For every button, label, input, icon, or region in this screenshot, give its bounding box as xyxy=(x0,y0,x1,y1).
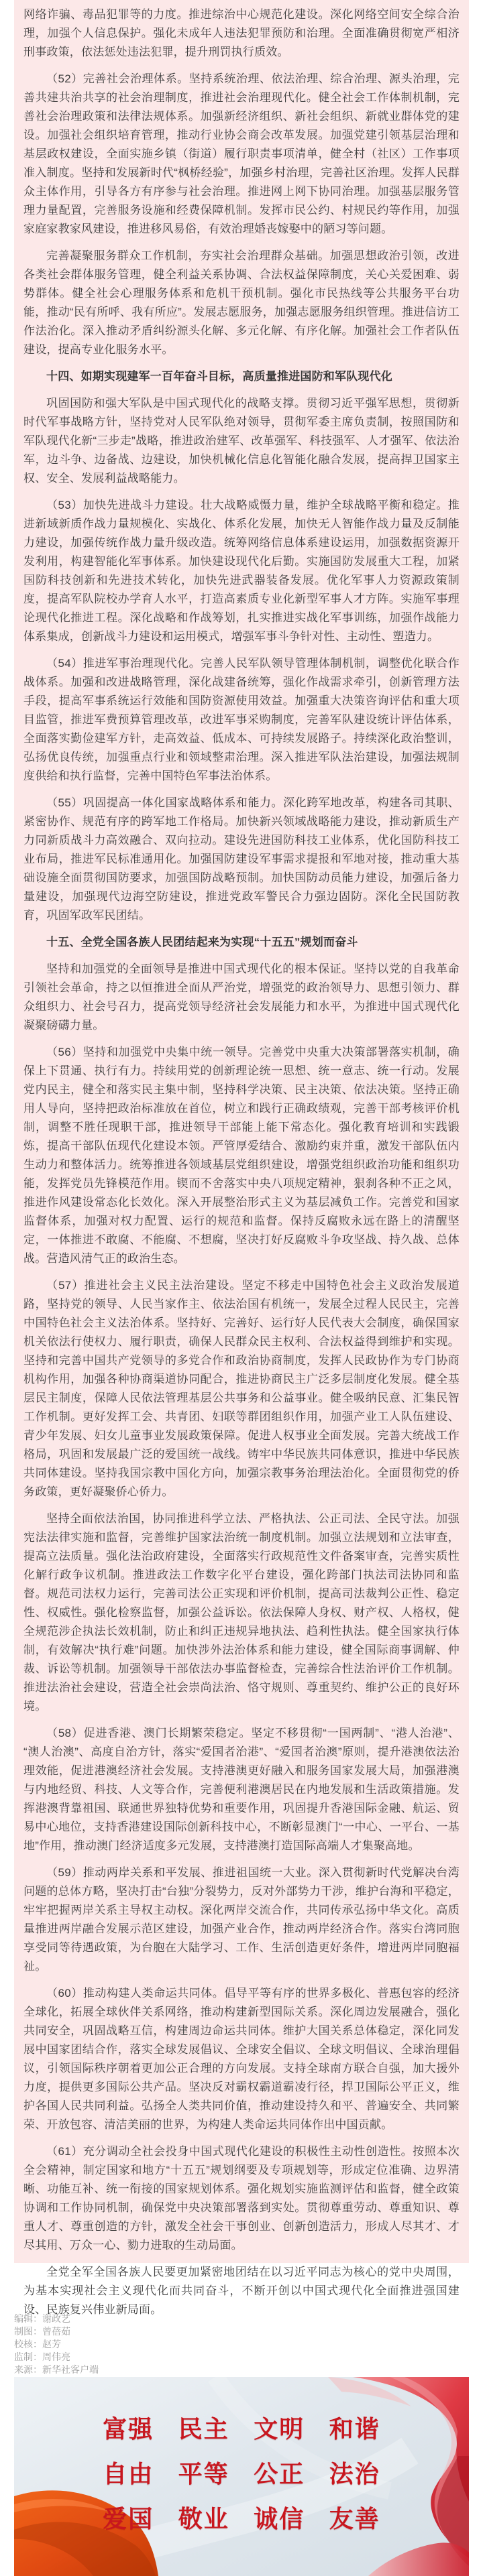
article-paragraph-57: （57）推进社会主义民主法治建设。坚定不移走中国特色社会主义政治发展道路，坚持党的领导、人民当家作主、依法治国有机统一，发展全过程人民民主，完善中国特色社会主义法治体系。坚持好、完善好、运行好人民代表大会制度，确保国家机关依法行使权力、履行职责，确保人民群众民主权利、合法权益得到维护和实现。坚持和完善中国共产党领导的多党合作和政治协商制度，发挥人民政协作为专门协商机构作用，加强各种协商渠道协同配合，推进协商民主广泛多层制度化发展。健全基层民主制度，保障人民依法管理基层公共事务和公益事业。健全吸纳民意、汇集民智工作机制。更好发挥工会、共青团、妇联等群团组织作用，加强产业工人队伍建设、青少年发展、妇女儿童事业发展政策保障。促进人权事业全面发展。完善大统战工作格局，巩固和发展最广泛的爱国统一战线。铸牢中华民族共同体意识，推进中华民族共同体建设。坚持我国宗教中国化方向，加强宗教事务治理法治化。全面贯彻党的侨务政策，更好凝聚侨心侨力。 xyxy=(23,1279,460,1498)
core-values-text xyxy=(14,2377,469,2576)
article-paragraph: 坚持和加强党的全面领导是推进中国式现代化的根本保证。坚持以党的自我革命引领社会革命，持之以恒推进全面从严治党，增强党的政治领导力、思想引领力、群众组织力、社会号召力，提高党领导经济社会发展能力和水平，为推进中国式现代化凝聚磅礴力量。 xyxy=(23,963,460,1032)
credit-line-proofread: 校核：赵芳 xyxy=(14,2339,61,2349)
article-paragraph-52: （52）完善社会治理体系。坚持系统治理、依法治理、综合治理、源头治理，完善共建共治共享的社会治理制度，推进社会治理现代化。健全社会工作体制机制，完善社会治理政策和法律法规体系。加强新经济组织、新社会组织、新就业群体党的建设。加强社会组织培育管理，推动行业协会商会改革发展。加强党建引领基层治理和基层政权建设，全面实施乡镇（街道）履行职责事项清单，健全村（社区）工作事项准入制度。坚持和发展新时代“枫桥经验”，加强乡村治理，完善社区治理。发挥人民群众主体作用，引导各方有序参与社会治理。推进网上网下协同治理。加强基层服务管理力量配置，完善服务设施和经费保障机制。发挥市民公约、村规民约等作用，加强家庭家教家风建设，推进移风易俗，有效治理婚丧嫁娶中的陋习等问题。 xyxy=(23,72,460,235)
credit-line-editor: 编辑：谢政艺 xyxy=(14,2313,70,2324)
core-values-banner xyxy=(14,2377,469,2576)
article-paragraph-60: （60）推动构建人类命运共同体。倡导平等有序的世界多极化、普惠包容的经济全球化，拓展全球伙伴关系网络，推动构建新型国际关系。深化周边发展融合，强化共同安全，巩固战略互信，构建周边命运共同体。维护大国关系总体稳定，深化同发展中国家团结合作，落实全球发展倡议、全球安全倡议、全球文明倡议、全球治理倡议，引领国际秩序朝着更加公正合理的方向发展。支持全球南方联合自强，加大援外力度，提供更多国际公共产品。坚决反对霸权霸道霸凌行径，捍卫国际公平正义，维护各国人民共同利益。弘扬全人类共同价值，推动建设持久和平、普遍安全、共同繁荣、开放包容、清洁美丽的世界，为构建人类命运共同体作出中国贡献。 xyxy=(23,1987,460,2131)
credit-line-supervisor: 监制：周伟亮 xyxy=(14,2351,70,2362)
credit-line-source: 来源：新华社客户端 xyxy=(14,2364,99,2375)
article-paragraph: 坚持全面依法治国，协同推进科学立法、严格执法、公正司法、全民守法。加强宪法法律实施和监督，完善维护国家法治统一制度机制。加强立法规划和立法审查，提高立法质量。强化法治政府建设，全面落实行政规范性文件备案审查，完善实质性化解行政争议机制。推进政法工作数字化平台建设，强化跨部门执法司法协同和监督。规范司法权力运行，完善司法公正实现和评价机制，提高司法裁判公正性、稳定性、权威性。强化检察监督，加强公益诉讼。依法保障人身权、财产权、人格权，健全规范涉企执法长效机制，防止和纠正违规异地执法、趋利性执法。健全国家执行体制，有效解决“执行难”问题。加快涉外法治体系和能力建设，健全国际商事调解、仲裁、诉讼等机制。加强领导干部依法办事监督检查，完善综合性法治评价工作机制。推进法治社会建设，营造全社会崇尚法治、恪守规则、尊重契约、维护公正的良好环境。 xyxy=(23,1512,460,1713)
article-paragraph: 完善凝聚服务群众工作机制，夯实社会治理群众基础。加强思想政治引领，改进各类社会群体服务管理，健全利益关系协调、合法权益保障制度，关心关爱困难、弱势群体。健全社会心理服务体系和危机干预机制。强化市民热线等公共服务平台功能，推动“民有所呼、我有所应”。发展志愿服务，加强志愿服务组织管理。推进信访工作法治化。深入推动矛盾纠纷源头化解、多元化解、有序化解。加强社会工作者队伍建设，提高专业化服务水平。 xyxy=(23,249,460,356)
article-paragraph: 巩固国防和强大军队是中国式现代化的战略支撑。贯彻习近平强军思想，贯彻新时代军事战略方针，坚持党对人民军队绝对领导，贯彻军委主席负责制，按照国防和军队现代化新“三步走”战略，推进政治建军、改革强军、科技强军、人才强军、依法治军，边斗争、边备战、边建设，加快机械化信息化智能化融合发展，提高捍卫国家主权、安全、发展利益战略能力。 xyxy=(23,397,460,485)
credits-block xyxy=(14,2313,483,2376)
article-paragraph-58: （58）促进香港、澳门长期繁荣稳定。坚定不移贯彻“一国两制”、“港人治港”、“澳人治澳”、高度自治方针，落实“爱国者治港”、“爱国者治澳”原则，提升港澳依法治理效能，促进港澳经济社会发展。支持港澳更好融入和服务国家发展大局，加强港澳与内地经贸、科技、人文等合作，完善便利港澳居民在内地发展和生活政策措施。发挥港澳背靠祖国、联通世界独特优势和重要作用，巩固提升香港国际金融、航运、贸易中心地位，支持香港建设国际创新科技中心，不断彰显澳门“一中心、一平台、一基地”作用，推动澳门经济适度多元发展，支持港澳打造国际高端人才集聚高地。 xyxy=(23,1727,460,1852)
article-paragraph-continuation: 网络诈骗、毒品犯罪等的力度。推进综治中心规范化建设。深化网络空间安全综合治理，加强个人信息保护。强化未成年人违法犯罪预防和治理。全面准确贯彻宽严相济刑事政策，依法惩处违法犯罪，提升刑罚执行质效。 xyxy=(23,8,460,58)
credit-line-graphics: 制图：曾蓓茹 xyxy=(14,2326,70,2337)
article-paragraph-55: （55）巩固提高一体化国家战略体系和能力。深化跨军地改革，构建各司其职、紧密协作、规范有序的跨军地工作格局。加快新兴领域战略能力建设，推动新质生产力同新质战斗力高效融合、双向拉动。建设先进国防科技工业体系，优化国防科技工业布局，推进军民标准通用化。加强国防建设军事需求提报和军地对接，推动重大基础设施全面贯彻国防要求，加强国防战略预制。加快国防动员能力建设，加强后备力量建设，加强现代边海空防建设，推进党政军警民合力强边固防。深化全民国防教育，巩固军政军民团结。 xyxy=(23,796,460,922)
article-paragraph-54: （54）推进军事治理现代化。完善人民军队领导管理体制机制，调整优化联合作战体系。加强和改进战略管理，深化战建备统筹，强化作战需求牵引，创新管理方法手段，提高军事系统运行效能和国防资源使用效益。加强重大决策咨询评估和重大项目监管，推进军费预算管理改革，改进军事采购制度，完善军队建设统计评估体系，全面落实勤俭建军方针，走高效益、低成本、可持续发展路子。持续深化政治整训，弘扬优良传统，加强重点行业和领域整肃治理。深入推进军队法治建设，加强法规制度供给和执行监督，完善中国特色军事法治体系。 xyxy=(23,657,460,782)
article-paragraph-61: （61）充分调动全社会投身中国式现代化建设的积极性主动性创造性。按照本次全会精神，制定国家和地方“十五五”规划纲要及专项规划等，形成定位准确、边界清晰、功能互补、统一衔接的国家规划体系。强化规划实施监测评估和监督，健全政策协调和工作协同机制，确保党中央决策部署落到实处。贯彻尊重劳动、尊重知识、尊重人才、尊重创造的方针，激发全社会干事创业、创新创造活力，形成人尽其才、才尽其用、万众一心、勠力进取的生动局面。 xyxy=(23,2145,460,2252)
article-body-panel xyxy=(14,0,469,2316)
banner-line-1: 富强 民主 文明 和谐 xyxy=(103,2415,380,2443)
article-paragraph-56: （56）坚持和加强党中央集中统一领导。完善党中央重大决策部署落实机制，确保上下贯通、执行有力。持续用党的创新理论统一思想、统一意志、统一行动。发展党内民主，健全和落实民主集中制，坚持科学决策、民主决策、依法决策。坚持正确用人导向，坚持把政治标准放在首位，树立和践行正确政绩观，完善干部考核评价机制，调整不胜任现职干部，推进领导干部能上能下常态化。强化教育培训和实践锻炼，提高干部队伍现代化建设本领。严管厚爱结合、激励约束并重，激发干部队伍内生动力和整体活力。统筹推进各领域基层党组织建设，增强党组织政治功能和组织功能，发挥党员先锋模范作用。锲而不舍落实中央八项规定精神，狠刹各种不正之风，推进作风建设常态化长效化。深入开展整治形式主义为基层减负工作。完善党和国家监督体系，加强对权力配置、运行的规范和监督。保持反腐败永远在路上的清醒坚定，一体推进不敢腐、不能腐、不想腐，坚决打好反腐败斗争攻坚战、持久战、总体战。营造风清气正的政治生态。 xyxy=(23,1046,460,1265)
article-paragraph-53: （53）加快先进战斗力建设。壮大战略威慑力量，维护全球战略平衡和稳定。推进新域新质作战力量规模化、实战化、体系化发展，加快无人智能作战力量及反制能力建设，加强传统作战力量升级改造。统筹网络信息体系建设运用，加强数据资源开发利用，构建智能化军事体系。加快建设现代化后勤。实施国防发展重大工程，加紧国防科技创新和先进技术转化，加快先进武器装备发展。优化军事人力资源政策制度，提高军队院校办学育人水平，打造高素质专业化新型军事人才方阵。实施军事理论现代化推进工程。深化战略和作战筹划，扎实推进实战化军事训练，加强作战能力体系集成，创新战斗力建设和运用模式，增强军事斗争针对性、主动性、塑造力。 xyxy=(23,499,460,643)
banner-line-3: 爱国 敬业 诚信 友善 xyxy=(103,2505,380,2533)
banner-line-2: 自由 平等 公正 法治 xyxy=(103,2460,380,2488)
article-closing-paragraph: 全党全军全国各族人民要更加紧密地团结在以习近平同志为核心的党中央周围，为基本实现社会主义现代化而共同奋斗，不断开创以中国式现代化全面推进强国建设、民族复兴伟业新局面。 xyxy=(23,2266,460,2316)
article-paragraph-59: （59）推动两岸关系和平发展、推进祖国统一大业。深入贯彻新时代党解决台湾问题的总体方略，坚决打击“台独”分裂势力，反对外部势力干涉，维护台海和平稳定，牢牢把握两岸关系主导权主动权。深化两岸交流合作，共同传承弘扬中华文化。高质量推进两岸融合发展示范区建设，加强产业合作，推动两岸经济合作。落实台湾同胞享受同等待遇政策，为台胞在大陆学习、工作、生活创造更好条件，增进两岸同胞福祉。 xyxy=(23,1866,460,1973)
section-heading-14: 十四、如期实现建军一百年奋斗目标，高质量推进国防和军队现代化 xyxy=(46,370,392,383)
section-heading-15: 十五、全党全国各族人民团结起来为实现“十五五”规划而奋斗 xyxy=(46,936,358,948)
